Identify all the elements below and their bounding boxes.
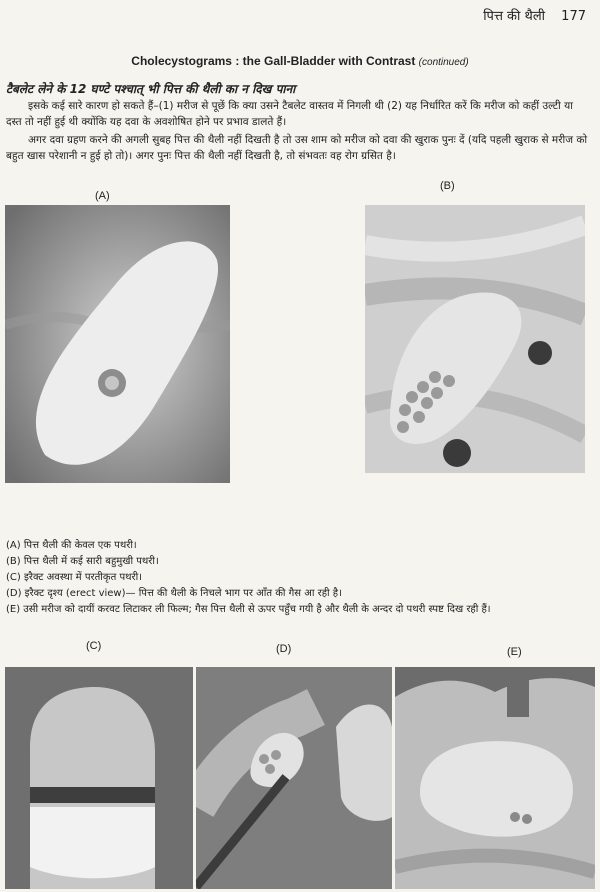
figure-label-a: (A)	[95, 190, 110, 202]
figure-label-b: (B)	[440, 180, 455, 192]
section-subheading: टैबलेट लेने के 12 घण्टे पश्चात् भी पित्त की थैली का न दिख पाना	[6, 82, 296, 96]
page-number: 177	[561, 9, 586, 24]
xray-image-a	[5, 205, 230, 483]
figure-label-e: (E)	[507, 646, 522, 658]
caption-e: (E) उसी मरीज को दायीं करवट लिटाकर ली फिल्म; गैस पित्त थैली से ऊपर पहुँच गयी है और थैली के अन्दर दो पथरी स्पष्ट दिख रही हैं।	[6, 604, 491, 615]
paragraph-1: इसके कई सारे कारण हो सकते हैं–(1) मरीज से पूछें कि क्या उसने टैबलेट वास्तव में निगली थी (2) यह निर्धारित करें कि मरीज को कहीं उल्टी या दस्त तो नहीं हुई थी क्योंकि यह दवा के अवशोषित होने पर प्रभाव डालते हैं।	[6, 100, 573, 128]
title-note: (continued)	[418, 57, 469, 68]
page-header	[471, 6, 586, 24]
xray-image-b	[365, 205, 585, 473]
caption-b: (B) पित्त थैली में कई सारी बहुमुखी पथरी।	[6, 556, 159, 567]
page-title	[0, 54, 600, 68]
figure-label-d: (D)	[276, 643, 292, 655]
caption-d: (D) इरैक्ट दृश्य (erect view)— पित्त की थैली के निचले भाग पर आँत की गैस आ रही है।	[6, 588, 342, 599]
paragraph-2: अगर दवा ग्रहण करने की अगली सुबह पित्त की थैली नहीं दिखती है तो उस शाम को मरीज को दवा की खुराक पुनः दें (यदि पहली खुराक से मरीज को बहुत खास परेशानी न हुई हो तो)। अगर पुनः पित्त की थैली नहीं दिखती है, तो संभवतः वह रोग ग्रसित है।	[6, 134, 588, 162]
caption-c: (C) इरैक्ट अवस्था में परतीकृत पथरी।	[6, 572, 142, 583]
caption-a: (A) पित्त थैली की केवल एक पथरी।	[6, 540, 137, 551]
figure-captions	[6, 538, 596, 618]
running-head: पित्त की थैली	[483, 9, 546, 24]
xray-image-e	[395, 667, 595, 889]
title-main: Cholecystograms : the Gall-Bladder with Contrast	[131, 54, 416, 68]
figure-label-c: (C)	[86, 640, 102, 652]
xray-image-d	[196, 667, 392, 889]
xray-image-c	[5, 667, 193, 889]
